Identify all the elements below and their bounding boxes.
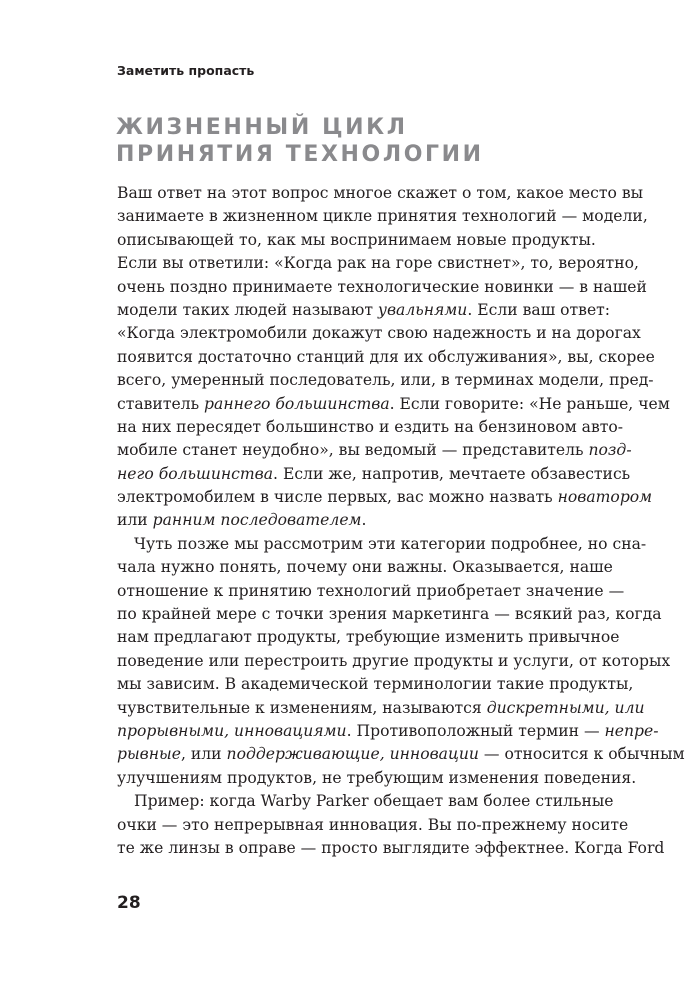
text-line xyxy=(117,743,685,766)
text-line xyxy=(117,463,631,486)
text-run: «Когда электромобили докажут свою надежность и на дорогах xyxy=(117,324,641,343)
text-run: нам предлагают продукты, требующие изменить привычное xyxy=(117,628,620,647)
text-line xyxy=(117,416,624,439)
text-line xyxy=(117,626,620,649)
text-line xyxy=(117,252,639,275)
paragraph xyxy=(117,790,665,860)
text-run: . Если говорите: «Не раньше, чем xyxy=(389,394,670,413)
text-line xyxy=(117,486,653,509)
italic-term: непре- xyxy=(604,721,659,740)
text-line xyxy=(117,182,644,205)
italic-term: новатором xyxy=(557,488,653,507)
text-line xyxy=(117,673,634,696)
text-run: модели таких людей называют xyxy=(117,300,378,319)
italic-term: поддерживающие, инновации xyxy=(226,745,479,764)
body-text xyxy=(117,182,685,860)
text-run: . Если же, напротив, мечтаете обзавестись xyxy=(273,464,631,483)
text-line xyxy=(117,814,629,837)
text-line xyxy=(117,369,654,392)
chapter-title xyxy=(116,114,484,168)
text-run: Пример: когда Warby Parker обещает вам более стильные xyxy=(134,792,614,811)
text-run: Чуть позже мы рассмотрим эти категории подробнее, но сна- xyxy=(134,534,647,553)
italic-term: него большинства xyxy=(117,464,274,483)
text-line xyxy=(117,509,588,532)
text-run: появится достаточно станций для их обслуживания», вы, скорее xyxy=(117,347,655,366)
text-line xyxy=(117,767,637,790)
text-run: ставитель xyxy=(117,394,205,413)
text-line xyxy=(117,790,614,813)
text-line xyxy=(117,697,645,720)
paragraph xyxy=(117,182,670,533)
text-run: отношение к принятию технологий приобретает значение — xyxy=(117,581,625,600)
text-run: . Противоположный термин — xyxy=(346,721,605,740)
text-line xyxy=(117,650,671,673)
text-line xyxy=(117,720,659,743)
italic-term: увальнями xyxy=(377,300,468,319)
running-head: Заметить пропасть xyxy=(117,63,255,78)
text-run: очки — это непрерывная инновация. Вы по-прежнему носите xyxy=(117,815,629,834)
italic-term: рывные xyxy=(117,745,181,764)
text-run: Если вы ответили: «Когда рак на горе свистнет», то, вероятно, xyxy=(117,254,639,273)
text-line xyxy=(117,205,648,228)
text-run: чувствительные к изменениям, называются xyxy=(117,698,487,717)
text-run: чала нужно понять, почему они важны. Оказывается, наше xyxy=(117,558,613,577)
text-line xyxy=(117,556,613,579)
text-run: . xyxy=(361,511,367,530)
paragraph xyxy=(117,533,685,790)
text-run: очень поздно принимаете технологические новинки — в нашей xyxy=(117,277,647,296)
page-number: 28 xyxy=(117,893,141,913)
text-line xyxy=(117,393,670,416)
text-run: мобиле станет неудобно», вы ведомый — представитель xyxy=(117,441,589,460)
text-run: на них пересядет большинство и ездить на бензиновом авто- xyxy=(117,417,624,436)
text-line xyxy=(117,276,647,299)
text-line xyxy=(117,299,611,322)
italic-term: раннего большинства xyxy=(204,394,390,413)
chapter-title-line-1: ЖИЗНЕННЫЙ ЦИКЛ xyxy=(116,115,408,140)
text-run: занимаете в жизненном цикле принятия технологий — модели, xyxy=(117,207,648,226)
text-line xyxy=(117,533,647,556)
text-run: или xyxy=(117,511,153,530)
text-run: описывающей то, как мы воспринимаем новые продукты. xyxy=(117,230,596,249)
text-run: по крайней мере с точки зрения маркетинга — всякий раз, когда xyxy=(117,605,662,624)
text-run: Ваш ответ на этот вопрос многое скажет о том, какое место вы xyxy=(117,184,644,202)
text-line xyxy=(117,603,662,626)
text-line xyxy=(117,580,625,603)
text-line xyxy=(117,322,641,345)
text-line xyxy=(117,439,632,462)
chapter-title-line-2: ПРИНЯТИЯ ТЕХНОЛОГИИ xyxy=(116,142,484,167)
text-run: поведение или перестроить другие продукты и услуги, от которых xyxy=(117,651,671,670)
text-run: те же линзы в оправе — просто выглядите эффектнее. Когда Ford xyxy=(117,838,665,857)
text-run: улучшениям продуктов, не требующим изменения поведения. xyxy=(117,768,637,787)
text-run: всего, умеренный последователь, или, в терминах модели, пред- xyxy=(117,371,654,390)
text-run: электромобилем в числе первых, вас можно назвать xyxy=(117,488,558,507)
italic-term: дискретными, или xyxy=(486,698,645,717)
text-run: — относится к обычным xyxy=(478,745,685,764)
text-run: мы зависим. В академической терминологии такие продукты, xyxy=(117,675,634,694)
italic-term: ранним последователем xyxy=(152,511,362,530)
text-run: . Если ваш ответ: xyxy=(467,300,611,319)
italic-term: прорывными, инновациями xyxy=(117,721,347,740)
text-line xyxy=(117,837,665,860)
italic-term: позд- xyxy=(588,441,632,460)
text-line xyxy=(117,346,655,369)
text-run: , или xyxy=(180,745,227,764)
text-line xyxy=(117,229,596,252)
